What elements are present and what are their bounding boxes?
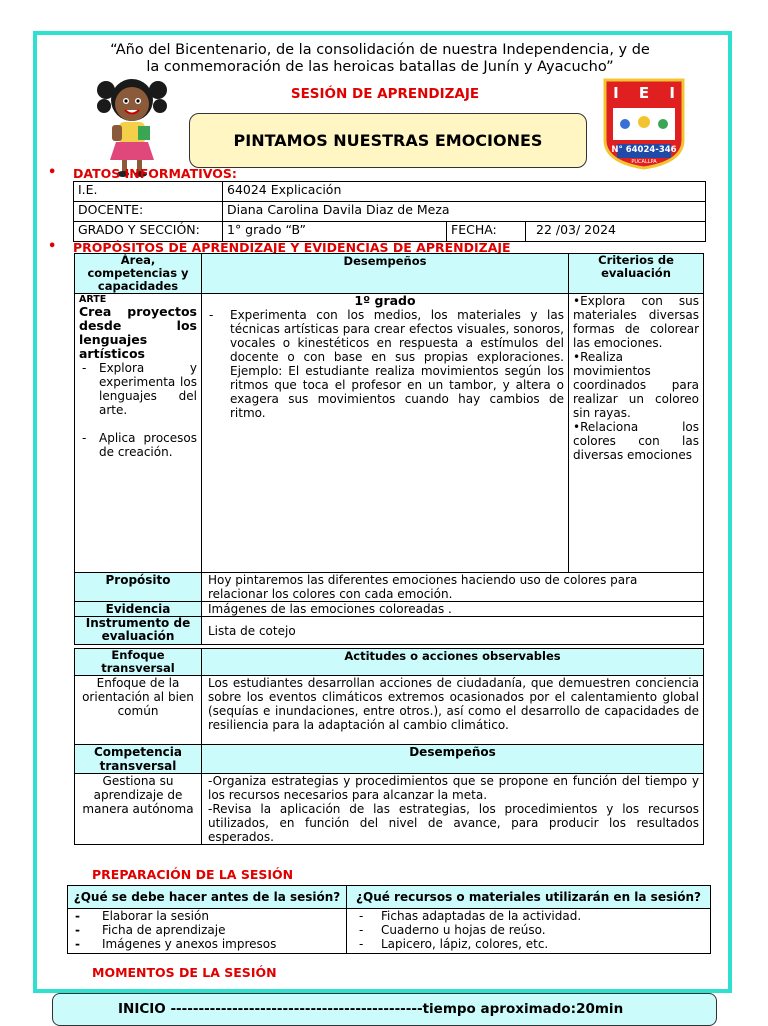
col-desempenos: Desempeños	[202, 254, 569, 294]
badge-letters	[603, 84, 685, 102]
recursos-list	[351, 909, 706, 951]
criterios-cell	[569, 294, 704, 573]
table-row	[75, 676, 704, 745]
desempeno-cell	[202, 294, 569, 573]
list-item: - Elaborar la sesión	[75, 909, 209, 923]
competencia: Crea proyectos desde los lenguajes artísticos	[79, 304, 197, 361]
actitudes-value: Los estudiantes desarrollan acciones de ciudadanía, que demuestren conciencia sobre los eventos climáticos extremos ocasionados por el calentamiento global (sequías e inundaciones, entre otros.), así como el desarrollo de capacidades de resiliencia para la adaptación al cambio climático.	[202, 676, 704, 745]
antes-cell	[68, 909, 347, 954]
table-row	[75, 294, 704, 573]
propositos-table	[74, 253, 704, 645]
list-item: - Aplica procesos de creación.	[82, 431, 197, 459]
desempeno-2: -Revisa la aplicación de las estrategias, los procedimientos y los recursos utilizados, en función del nivel de avance, para producir los resultados esperados.	[208, 802, 699, 844]
session-title: SESIÓN DE APRENDIZAJE	[290, 86, 480, 102]
col-area: Área, competencias y capacidades	[75, 254, 202, 294]
banner-title	[189, 113, 587, 168]
inicio-text: INICIO ---------------------------------------------tiempo aproximado:20min	[118, 1001, 624, 1017]
table-row	[75, 602, 704, 617]
list-item: - Explora y experimenta los lenguajes del arte.	[82, 361, 197, 417]
table-row	[75, 774, 704, 845]
table-row	[75, 649, 704, 676]
table-row	[75, 254, 704, 294]
transversal-table	[74, 648, 704, 845]
table-row	[74, 222, 706, 242]
badge-letter-3: I	[669, 84, 675, 102]
list-item: - Cuaderno u hojas de reúso.	[359, 923, 546, 937]
datos-heading	[48, 165, 237, 181]
badge-place: PUCALLPA	[631, 159, 657, 165]
list-item: - Ficha de aprendizaje	[75, 923, 226, 937]
bullet-icon: •	[48, 165, 57, 180]
col-recursos: ¿Qué recursos o materiales utilizarán en la sesión?	[347, 886, 711, 909]
ie-value: 64024 Explicación	[223, 182, 706, 202]
evidencia-value: Imágenes de las emociones coloreadas .	[202, 602, 704, 617]
ie-label: I.E.	[74, 182, 223, 202]
grado-value: 1° grado “B”	[223, 222, 447, 242]
table-row	[68, 909, 711, 954]
table-row	[75, 745, 704, 774]
list-item: - Fichas adaptadas de la actividad.	[359, 909, 582, 923]
badge-letter-2: E	[638, 84, 650, 102]
preparacion-heading: PREPARACIÓN DE LA SESIÓN	[92, 867, 294, 882]
propositos-heading-text: PROPÓSITOS DE APRENDIZAJE Y EVIDENCIAS DE APRENDIZAJE	[73, 240, 511, 255]
instrumento-label: Instrumento de evaluación	[75, 617, 202, 645]
table-row	[74, 202, 706, 222]
badge-letter-1: I	[613, 84, 619, 102]
school-badge	[603, 78, 685, 170]
grado-heading: 1º grado	[354, 293, 416, 308]
girl-illustration	[92, 70, 172, 180]
list-spacer	[79, 417, 197, 431]
fecha-value: 22 /03/ 2024	[526, 222, 706, 242]
table-row	[75, 573, 704, 602]
motto-line-2: la conmemoración de las heroicas batallas de Junín y Ayacucho”	[146, 59, 614, 75]
desempeno-1: -Organiza estrategias y procedimientos que se propone en función del tiempo y los recursos necesarios para alcanzar la meta.	[208, 774, 699, 802]
desempeno-list	[206, 308, 564, 420]
proposito-value: Hoy pintaremos las diferentes emociones haciendo uso de colores para relacionar los colores con cada emoción.	[202, 573, 704, 602]
recursos-cell	[347, 909, 711, 954]
criterio-2: •Realiza movimientos coordinados para realizar un coloreo sin rayas.	[573, 350, 699, 420]
docente-label: DOCENTE:	[74, 202, 223, 222]
enfoque-label: Enfoque transversal	[75, 649, 202, 676]
area-cell	[75, 294, 202, 573]
criterio-1: •Explora con sus materiales diversas formas de colorear las emociones.	[573, 294, 699, 350]
col-antes: ¿Qué se debe hacer antes de la sesión?	[68, 886, 347, 909]
proposito-label: Propósito	[75, 573, 202, 602]
table-row	[75, 617, 704, 645]
antes-list	[72, 909, 342, 951]
badge-number: N° 64024-346	[611, 145, 677, 155]
fecha-label: FECHA:	[447, 222, 526, 242]
actitudes-label: Actitudes o acciones observables	[202, 649, 704, 676]
desempenos-value	[202, 774, 704, 845]
preparacion-table	[67, 885, 711, 954]
capacidades-list	[79, 361, 197, 459]
area-name: ARTE	[79, 294, 107, 305]
instrumento-value: Lista de cotejo	[202, 617, 704, 645]
enfoque-value: Enfoque de la orientación al bien común	[75, 676, 202, 745]
datos-table	[73, 181, 706, 242]
momentos-heading: MOMENTOS DE LA SESIÓN	[92, 965, 277, 980]
evidencia-label: Evidencia	[75, 602, 202, 617]
motto-line-1: “Año del Bicentenario, de la consolidación de nuestra Independencia, y de	[110, 42, 650, 58]
list-item: - Experimenta con los medios, los materiales y las técnicas artísticas para crear efectos visuales, sonoros, vocales o kinestéticos en respuesta a estímulos del docente o con base en sus propias exploraciones. Ejemplo: El estudiante realiza movimientos según los ritmos que toca el profesor en un tambor, y altera o exagera sus movimientos cuando hay cambios de ritmo.	[209, 308, 564, 420]
docente-value: Diana Carolina Davila Diaz de Meza	[223, 202, 706, 222]
table-row	[68, 886, 711, 909]
list-item: - Imágenes y anexos impresos	[75, 937, 277, 951]
bullet-icon: •	[48, 239, 57, 254]
table-row	[74, 182, 706, 202]
list-item: - Lapicero, lápiz, colores, etc.	[359, 937, 549, 951]
competencia-label: Competencia transversal	[75, 745, 202, 774]
col-criterios: Criterios de evaluación	[569, 254, 704, 294]
datos-heading-text: DATOS INFORMATIVOS:	[73, 166, 237, 181]
banner-title-text: PINTAMOS NUESTRAS EMOCIONES	[233, 131, 543, 150]
desempenos-label: Desempeños	[202, 745, 704, 774]
competencia-value: Gestiona su aprendizaje de manera autónoma	[75, 774, 202, 845]
criterio-3: •Relaciona los colores con las diversas emociones	[573, 420, 699, 462]
grado-label: GRADO Y SECCIÓN:	[74, 222, 223, 242]
inicio-bar	[52, 993, 717, 1026]
